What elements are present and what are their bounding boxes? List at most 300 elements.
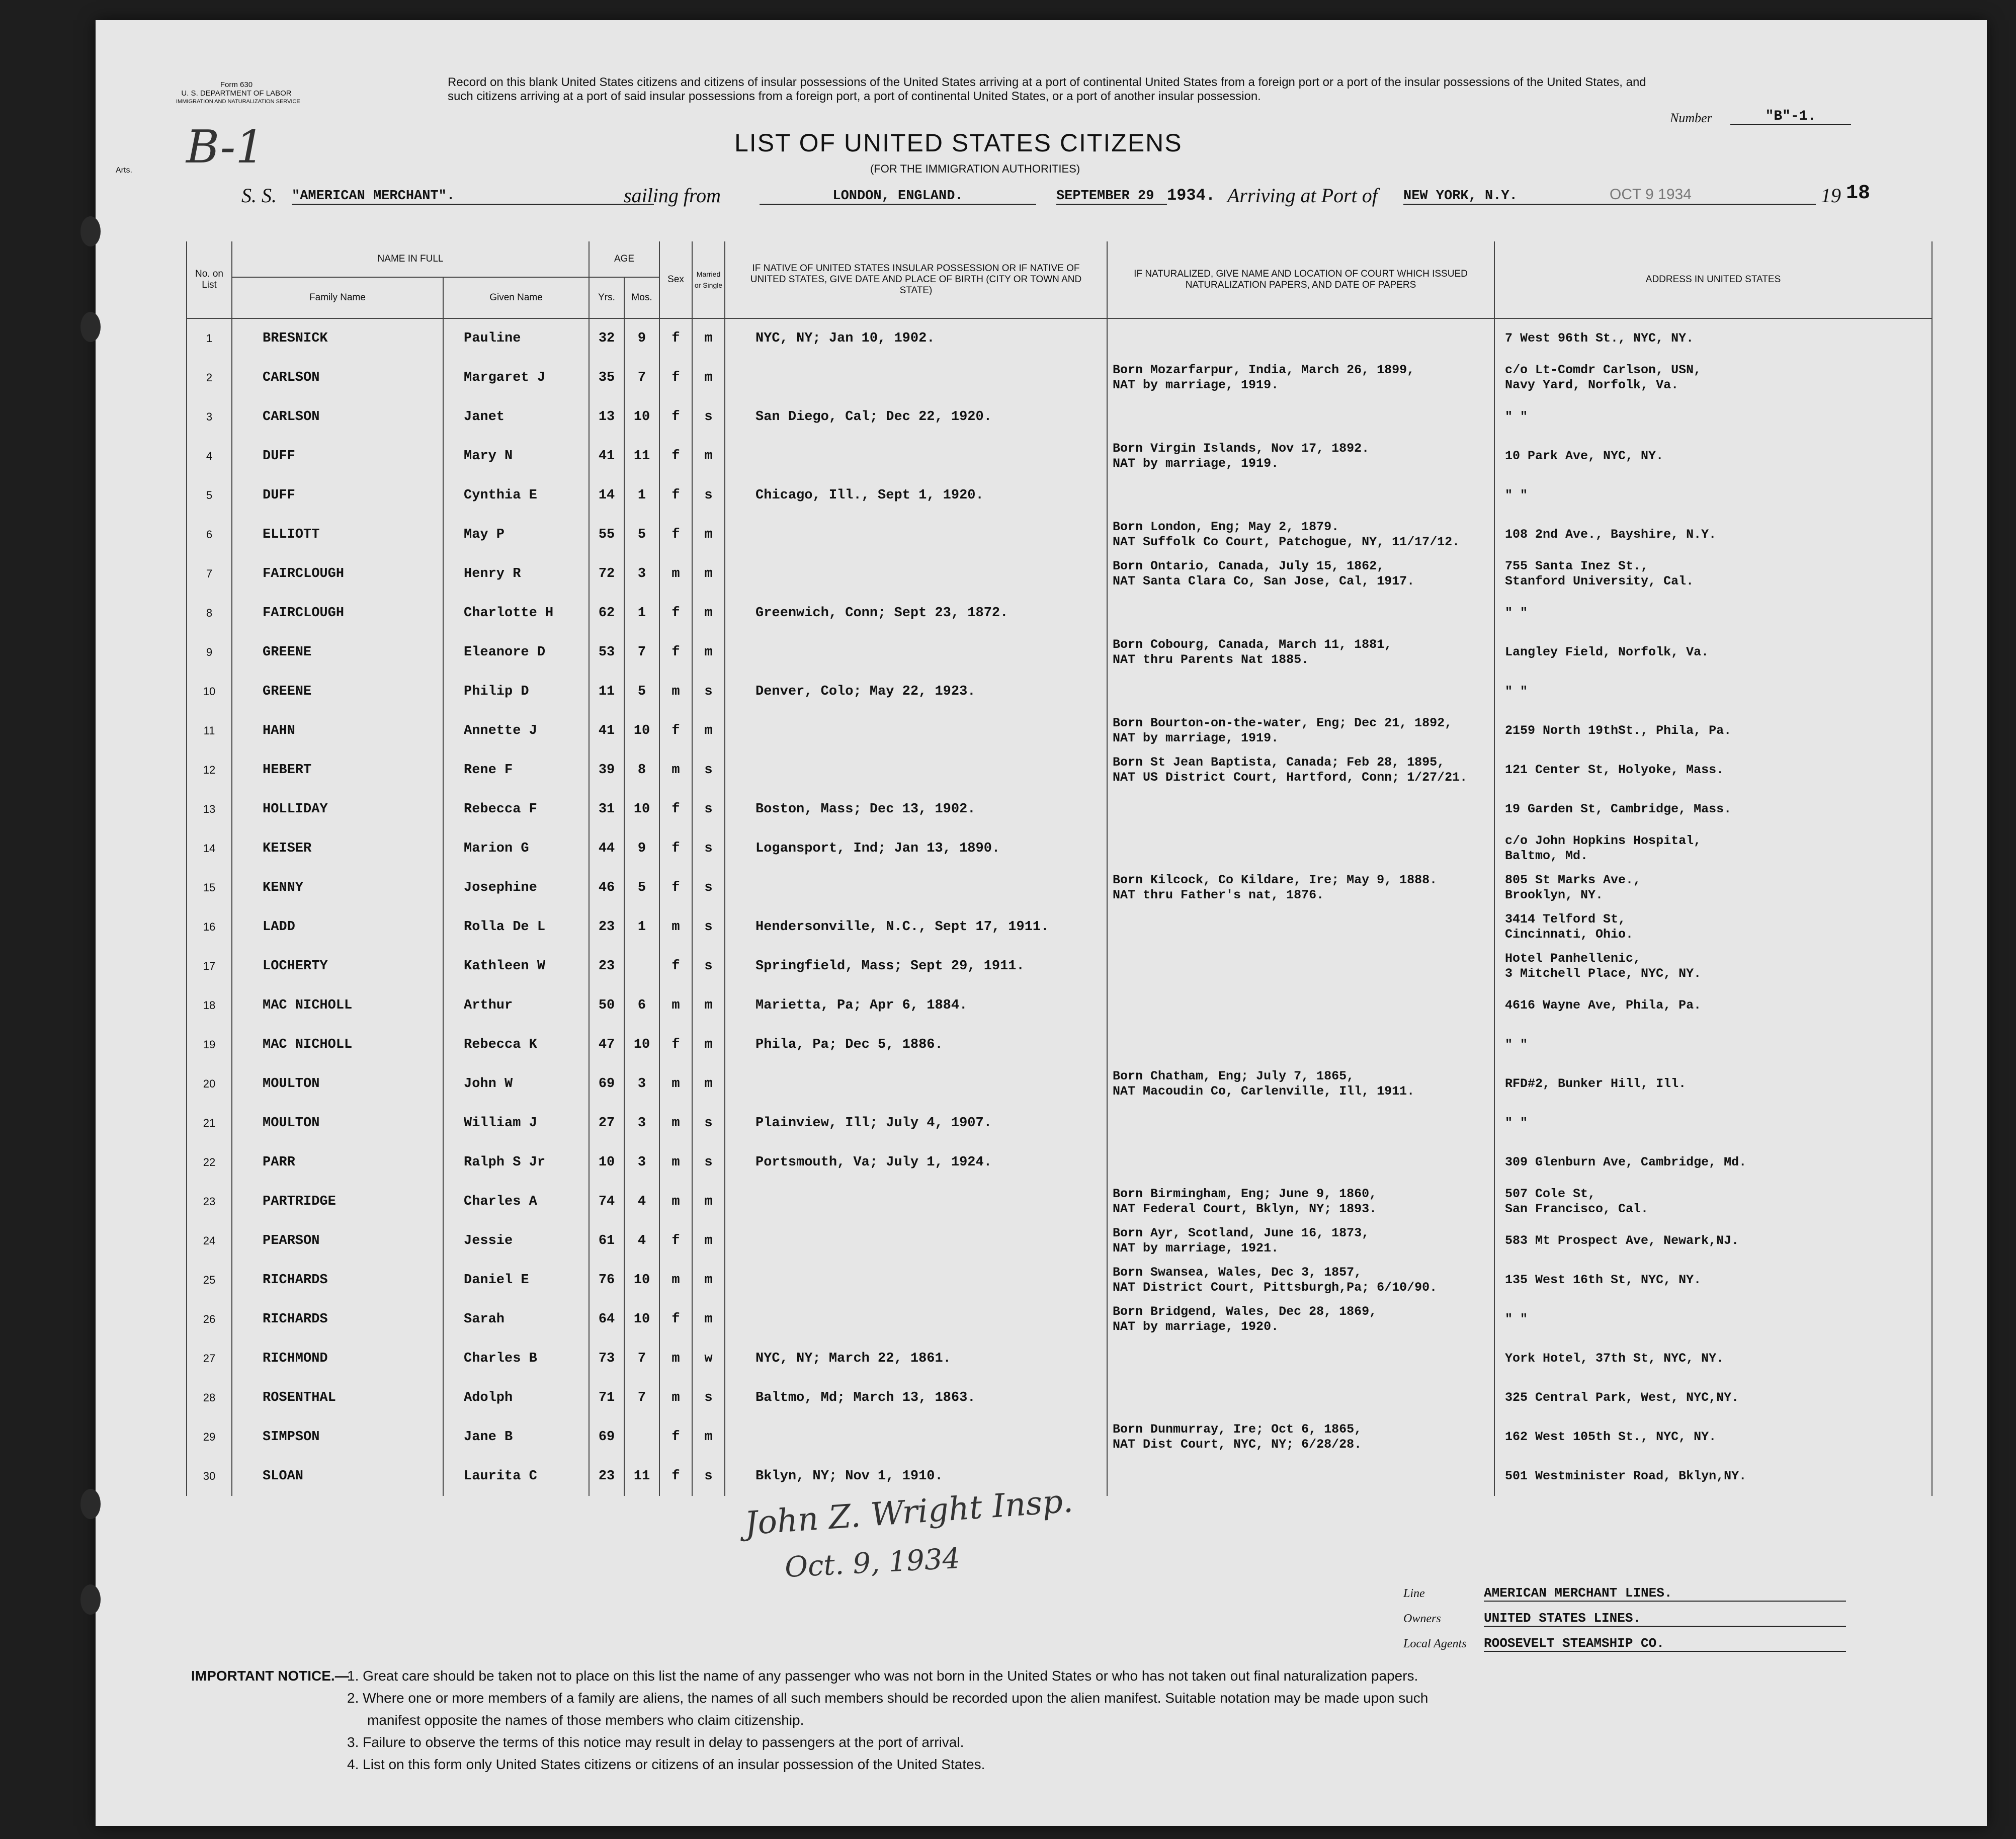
age-years: 69 — [589, 1417, 624, 1457]
family-name: PARTRIDGE — [232, 1182, 443, 1221]
age-months: 8 — [624, 750, 659, 790]
arriving-label: Arriving at Port of — [1227, 184, 1378, 207]
sex: f — [659, 476, 692, 515]
given-name: Pauline — [443, 318, 589, 358]
marital-status: s — [692, 947, 725, 986]
year-suffix: 18 — [1846, 182, 1871, 205]
naturalization-cell — [1107, 633, 1494, 672]
given-name: Mary N — [443, 437, 589, 476]
address-cell — [1494, 318, 1932, 358]
native-birth: Plainview, Ill; July 4, 1907. — [725, 1104, 1107, 1143]
naturalization-line-1: Born Ayr, Scotland, June 16, 1873, — [1113, 1226, 1370, 1240]
given-name: Janet — [443, 397, 589, 437]
given-name: Charles B — [443, 1339, 589, 1378]
sex: f — [659, 397, 692, 437]
table-row — [187, 1104, 1932, 1143]
age-years: 55 — [589, 515, 624, 554]
col-mos: Mos. — [624, 277, 659, 318]
marital-status: m — [692, 711, 725, 750]
table-row — [187, 907, 1932, 947]
address-line-1: 10 Park Ave, NYC, NY. — [1505, 449, 1664, 463]
family-name: RICHARDS — [232, 1300, 443, 1339]
naturalization-cell — [1107, 1457, 1494, 1496]
naturalization-cell — [1107, 986, 1494, 1025]
family-name: PARR — [232, 1143, 443, 1182]
row-number: 9 — [187, 633, 232, 672]
naturalization-cell — [1107, 1143, 1494, 1182]
age-years: 41 — [589, 437, 624, 476]
table-row — [187, 829, 1932, 868]
row-number: 24 — [187, 1221, 232, 1261]
given-name: Eleanore D — [443, 633, 589, 672]
notice-item-4: 4. List on this form only United States citizens or citizens of an insular possession of the United States. — [347, 1757, 985, 1772]
sex: m — [659, 554, 692, 594]
naturalization-cell — [1107, 554, 1494, 594]
family-name: LADD — [232, 907, 443, 947]
marital-status: m — [692, 594, 725, 633]
col-no: No. on List — [187, 241, 232, 318]
marital-status: s — [692, 907, 725, 947]
family-name: KEISER — [232, 829, 443, 868]
naturalization-cell — [1107, 672, 1494, 711]
family-name: DUFF — [232, 437, 443, 476]
age-months: 10 — [624, 790, 659, 829]
native-birth: NYC, NY; Jan 10, 1902. — [725, 318, 1107, 358]
address-cell — [1494, 437, 1932, 476]
family-name: BRESNICK — [232, 318, 443, 358]
family-name: FAIRCLOUGH — [232, 554, 443, 594]
age-months: 1 — [624, 476, 659, 515]
marital-status: m — [692, 554, 725, 594]
line-label: Line — [1403, 1587, 1425, 1600]
sex: f — [659, 829, 692, 868]
row-number: 22 — [187, 1143, 232, 1182]
sex: f — [659, 358, 692, 397]
marital-status: s — [692, 790, 725, 829]
given-name: Rebecca F — [443, 790, 589, 829]
family-name: SIMPSON — [232, 1417, 443, 1457]
binder-hole — [80, 216, 101, 246]
address-line-1: 755 Santa Inez St., — [1505, 559, 1649, 573]
inspector-signature: John Z. Wright Insp. — [743, 1482, 1074, 1543]
address-line-1: " " — [1505, 684, 1528, 699]
naturalization-cell — [1107, 1261, 1494, 1300]
native-birth: San Diego, Cal; Dec 22, 1920. — [725, 397, 1107, 437]
service: IMMIGRATION AND NATURALIZATION SERVICE — [176, 99, 300, 105]
naturalization-cell — [1107, 947, 1494, 986]
family-name: FAIRCLOUGH — [232, 594, 443, 633]
address-line-1: 583 Mt Prospect Ave, Newark,NJ. — [1505, 1233, 1739, 1248]
age-months: 11 — [624, 437, 659, 476]
given-name: Laurita C — [443, 1457, 589, 1496]
naturalization-line-1: Born Chatham, Eng; July 7, 1865, — [1113, 1069, 1355, 1083]
naturalization-line-1: Born St Jean Baptista, Canada; Feb 28, 1895, — [1113, 755, 1445, 770]
address-line-1: " " — [1505, 1312, 1528, 1326]
naturalization-cell — [1107, 397, 1494, 437]
address-cell — [1494, 1143, 1932, 1182]
sex: f — [659, 318, 692, 358]
row-number: 25 — [187, 1261, 232, 1300]
row-number: 30 — [187, 1457, 232, 1496]
naturalization-line-1: Born Birmingham, Eng; June 9, 1860, — [1113, 1187, 1377, 1201]
number-value: "B"-1. — [1730, 109, 1851, 125]
address-line-1: 4616 Wayne Ave, Phila, Pa. — [1505, 998, 1702, 1013]
year-printed: 19 — [1821, 184, 1841, 207]
address-line-1: 135 West 16th St, NYC, NY. — [1505, 1273, 1702, 1287]
naturalization-cell — [1107, 1417, 1494, 1457]
age-months: 3 — [624, 1064, 659, 1104]
table-row — [187, 1143, 1932, 1182]
age-months: 4 — [624, 1221, 659, 1261]
table-row — [187, 476, 1932, 515]
naturalization-line-2: NAT US District Court, Hartford, Conn; 1/27/21. — [1113, 770, 1468, 785]
marital-status: s — [692, 868, 725, 907]
marital-status: m — [692, 1182, 725, 1221]
native-birth — [725, 1221, 1107, 1261]
naturalization-cell — [1107, 790, 1494, 829]
naturalization-cell — [1107, 594, 1494, 633]
naturalization-cell — [1107, 437, 1494, 476]
age-years: 11 — [589, 672, 624, 711]
row-number: 7 — [187, 554, 232, 594]
address-cell — [1494, 829, 1932, 868]
col-age: AGE — [589, 241, 659, 277]
arrival-date-stamp: OCT 9 1934 — [1610, 186, 1692, 203]
table-row — [187, 1221, 1932, 1261]
native-birth: Baltmo, Md; March 13, 1863. — [725, 1378, 1107, 1417]
table-row — [187, 1300, 1932, 1339]
native-birth — [725, 750, 1107, 790]
address-cell — [1494, 711, 1932, 750]
sex: f — [659, 515, 692, 554]
row-number: 21 — [187, 1104, 232, 1143]
native-birth: Denver, Colo; May 22, 1923. — [725, 672, 1107, 711]
marital-status: s — [692, 1378, 725, 1417]
row-number: 23 — [187, 1182, 232, 1221]
table-row — [187, 1339, 1932, 1378]
sex: f — [659, 594, 692, 633]
marital-status: s — [692, 476, 725, 515]
owners-label: Owners — [1403, 1612, 1441, 1625]
table-row — [187, 1064, 1932, 1104]
row-number: 8 — [187, 594, 232, 633]
table-row — [187, 1417, 1932, 1457]
address-cell — [1494, 1261, 1932, 1300]
given-name: Jessie — [443, 1221, 589, 1261]
age-months: 4 — [624, 1182, 659, 1221]
native-birth — [725, 437, 1107, 476]
sex: m — [659, 1104, 692, 1143]
age-years: 53 — [589, 633, 624, 672]
notice-item-1: 1. Great care should be taken not to place on this list the name of any passenger who was not born in the United States or who has not taken out final naturalization papers. — [347, 1668, 1418, 1684]
age-years: 69 — [589, 1064, 624, 1104]
given-name: Philip D — [443, 672, 589, 711]
native-birth: Springfield, Mass; Sept 29, 1911. — [725, 947, 1107, 986]
naturalization-line-1: Born Bridgend, Wales, Dec 28, 1869, — [1113, 1304, 1377, 1319]
family-name: MAC NICHOLL — [232, 986, 443, 1025]
address-line-2: Cincinnati, Ohio. — [1505, 927, 1634, 942]
family-name: GREENE — [232, 633, 443, 672]
age-months: 5 — [624, 515, 659, 554]
marital-status: m — [692, 1300, 725, 1339]
marital-status: m — [692, 318, 725, 358]
age-months: 11 — [624, 1457, 659, 1496]
naturalization-cell — [1107, 907, 1494, 947]
naturalization-line-2: NAT Federal Court, Bklyn, NY; 1893. — [1113, 1202, 1377, 1216]
naturalization-cell — [1107, 750, 1494, 790]
table-row — [187, 711, 1932, 750]
address-line-2: Stanford University, Cal. — [1505, 574, 1694, 589]
age-years: 32 — [589, 318, 624, 358]
age-months: 1 — [624, 907, 659, 947]
age-years: 44 — [589, 829, 624, 868]
family-name: HAHN — [232, 711, 443, 750]
page-subtitle: (FOR THE IMMIGRATION AUTHORITIES) — [870, 162, 1080, 175]
address-cell — [1494, 633, 1932, 672]
age-years: 13 — [589, 397, 624, 437]
native-birth: Chicago, Ill., Sept 1, 1920. — [725, 476, 1107, 515]
marital-status: m — [692, 1064, 725, 1104]
address-cell — [1494, 1182, 1932, 1221]
naturalization-line-2: NAT by marriage, 1919. — [1113, 378, 1279, 392]
marital-status: s — [692, 1457, 725, 1496]
col-given-name: Given Name — [443, 277, 589, 318]
col-naturalized: IF NATURALIZED, GIVE NAME AND LOCATION OF COURT WHICH ISSUED NATURALIZATION PAPERS, AND DATE OF PAPERS — [1107, 241, 1494, 318]
sex: m — [659, 986, 692, 1025]
row-number: 20 — [187, 1064, 232, 1104]
address-cell — [1494, 1378, 1932, 1417]
address-cell — [1494, 1064, 1932, 1104]
naturalization-cell — [1107, 1339, 1494, 1378]
given-name: Kathleen W — [443, 947, 589, 986]
age-years: 64 — [589, 1300, 624, 1339]
binder-hole — [80, 1584, 101, 1615]
marital-status: m — [692, 358, 725, 397]
age-years: 76 — [589, 1261, 624, 1300]
naturalization-line-2: NAT thru Parents Nat 1885. — [1113, 652, 1309, 667]
sex: f — [659, 711, 692, 750]
age-years: 74 — [589, 1182, 624, 1221]
family-name: ELLIOTT — [232, 515, 443, 554]
native-birth: Boston, Mass; Dec 13, 1902. — [725, 790, 1107, 829]
family-name: CARLSON — [232, 358, 443, 397]
age-years: 10 — [589, 1143, 624, 1182]
row-number: 26 — [187, 1300, 232, 1339]
sex: f — [659, 1221, 692, 1261]
row-number: 10 — [187, 672, 232, 711]
table-row — [187, 1378, 1932, 1417]
address-line-1: " " — [1505, 488, 1528, 503]
address-line-1: c/o John Hopkins Hospital, — [1505, 833, 1702, 848]
given-name: John W — [443, 1064, 589, 1104]
sailing-label: sailing from — [624, 184, 721, 207]
given-name: Charles A — [443, 1182, 589, 1221]
col-name-in-full: NAME IN FULL — [232, 241, 589, 277]
age-years: 50 — [589, 986, 624, 1025]
table-row — [187, 1261, 1932, 1300]
address-line-1: 108 2nd Ave., Bayshire, N.Y. — [1505, 527, 1717, 542]
form-block — [176, 80, 300, 106]
notice-item-2: 2. Where one or more members of a family are aliens, the names of all such members should be recorded upon the alien manifest. Suitable notation may be made upon such — [347, 1690, 1429, 1706]
naturalization-cell — [1107, 868, 1494, 907]
sex: f — [659, 868, 692, 907]
age-months: 10 — [624, 397, 659, 437]
family-name: MAC NICHOLL — [232, 1025, 443, 1064]
family-name: DUFF — [232, 476, 443, 515]
age-months: 9 — [624, 318, 659, 358]
age-months: 3 — [624, 554, 659, 594]
address-cell — [1494, 868, 1932, 907]
marital-status: s — [692, 750, 725, 790]
notice-heading: IMPORTANT NOTICE.— — [191, 1668, 349, 1684]
marital-status: m — [692, 437, 725, 476]
binder-hole — [80, 312, 101, 342]
naturalization-cell — [1107, 358, 1494, 397]
naturalization-line-2: NAT by marriage, 1919. — [1113, 731, 1279, 745]
age-months: 7 — [624, 358, 659, 397]
family-name: CARLSON — [232, 397, 443, 437]
age-years: 61 — [589, 1221, 624, 1261]
given-name: Charlotte H — [443, 594, 589, 633]
native-birth — [725, 1261, 1107, 1300]
binder-hole — [80, 1489, 101, 1519]
naturalization-cell — [1107, 1064, 1494, 1104]
marital-status: m — [692, 1261, 725, 1300]
form-number: Form 630 — [220, 80, 253, 89]
address-line-1: 805 St Marks Ave., — [1505, 873, 1641, 887]
age-months: 7 — [624, 633, 659, 672]
native-birth: Phila, Pa; Dec 5, 1886. — [725, 1025, 1107, 1064]
age-years: 27 — [589, 1104, 624, 1143]
address-line-1: RFD#2, Bunker Hill, Ill. — [1505, 1076, 1687, 1091]
address-line-1: 309 Glenburn Ave, Cambridge, Md. — [1505, 1155, 1747, 1169]
naturalization-cell — [1107, 476, 1494, 515]
page-title: LIST OF UNITED STATES CITIZENS — [734, 129, 1183, 157]
naturalization-line-1: Born Kilcock, Co Kildare, Ire; May 9, 1888. — [1113, 873, 1438, 887]
row-number: 2 — [187, 358, 232, 397]
marital-status: s — [692, 1104, 725, 1143]
sex: m — [659, 1143, 692, 1182]
marital-status: s — [692, 829, 725, 868]
age-years: 39 — [589, 750, 624, 790]
address-line-1: 121 Center St, Holyoke, Mass. — [1505, 763, 1724, 777]
age-months: 10 — [624, 1025, 659, 1064]
sex: f — [659, 633, 692, 672]
marital-status: m — [692, 1221, 725, 1261]
age-years: 31 — [589, 790, 624, 829]
row-number: 18 — [187, 986, 232, 1025]
address-cell — [1494, 515, 1932, 554]
col-yrs: Yrs. — [589, 277, 624, 318]
native-birth — [725, 1064, 1107, 1104]
naturalization-cell — [1107, 318, 1494, 358]
address-cell — [1494, 907, 1932, 947]
address-line-1: 501 Westminister Road, Bklyn,NY. — [1505, 1469, 1747, 1483]
address-line-1: " " — [1505, 409, 1528, 424]
naturalization-cell — [1107, 1378, 1494, 1417]
given-name: May P — [443, 515, 589, 554]
native-birth: Bklyn, NY; Nov 1, 1910. — [725, 1457, 1107, 1496]
native-birth: Marietta, Pa; Apr 6, 1884. — [725, 986, 1107, 1025]
ss-label: S. S. — [241, 184, 277, 207]
address-cell — [1494, 947, 1932, 986]
native-birth — [725, 515, 1107, 554]
family-name: SLOAN — [232, 1457, 443, 1496]
family-name: PEARSON — [232, 1221, 443, 1261]
sex: m — [659, 907, 692, 947]
col-native: IF NATIVE OF UNITED STATES INSULAR POSSESSION OR IF NATIVE OF UNITED STATES, GIVE DATE AND PLACE OF BIRTH (CITY OR TOWN AND STATE) — [725, 241, 1107, 318]
table-row — [187, 554, 1932, 594]
given-name: Daniel E — [443, 1261, 589, 1300]
given-name: Henry R — [443, 554, 589, 594]
col-address: ADDRESS IN UNITED STATES — [1494, 241, 1932, 318]
given-name: Rene F — [443, 750, 589, 790]
age-months: 5 — [624, 672, 659, 711]
table-row — [187, 1182, 1932, 1221]
native-birth: Hendersonville, N.C., Sept 17, 1911. — [725, 907, 1107, 947]
age-years: 23 — [589, 907, 624, 947]
given-name: Margaret J — [443, 358, 589, 397]
table-row — [187, 947, 1932, 986]
address-cell — [1494, 397, 1932, 437]
marital-status: s — [692, 397, 725, 437]
address-line-1: 162 West 105th St., NYC, NY. — [1505, 1430, 1717, 1444]
age-months: 9 — [624, 829, 659, 868]
given-name: William J — [443, 1104, 589, 1143]
table-row — [187, 986, 1932, 1025]
age-months: 7 — [624, 1378, 659, 1417]
marital-status: s — [692, 1143, 725, 1182]
address-line-1: 7 West 96th St., NYC, NY. — [1505, 331, 1694, 346]
row-number: 6 — [187, 515, 232, 554]
family-name: RICHMOND — [232, 1339, 443, 1378]
age-years: 62 — [589, 594, 624, 633]
naturalization-line-2: NAT Suffolk Co Court, Patchogue, NY, 11/17/12. — [1113, 535, 1460, 549]
address-cell — [1494, 1339, 1932, 1378]
age-years: 41 — [589, 711, 624, 750]
address-cell — [1494, 1221, 1932, 1261]
native-birth — [725, 1182, 1107, 1221]
signature-date: Oct. 9, 1934 — [784, 1542, 961, 1584]
address-line-1: " " — [1505, 1116, 1528, 1130]
address-line-1: 507 Cole St, — [1505, 1187, 1596, 1201]
age-years: 23 — [589, 947, 624, 986]
sex: f — [659, 790, 692, 829]
table-row — [187, 790, 1932, 829]
port-from: LONDON, ENGLAND. — [760, 189, 1036, 205]
address-cell — [1494, 750, 1932, 790]
port-to: NEW YORK, N.Y. — [1403, 189, 1816, 205]
sex: f — [659, 1457, 692, 1496]
marital-status: w — [692, 1339, 725, 1378]
naturalization-line-1: Born Mozarfarpur, India, March 26, 1899, — [1113, 363, 1415, 377]
ship-name: "AMERICAN MERCHANT". — [292, 189, 654, 205]
department: U. S. DEPARTMENT OF LABOR — [181, 89, 292, 98]
table-row — [187, 868, 1932, 907]
col-married-single: Married or Single — [692, 241, 725, 318]
naturalization-line-2: NAT Dist Court, NYC, NY; 6/28/28. — [1113, 1437, 1362, 1452]
address-line-1: 3414 Telford St, — [1505, 912, 1626, 927]
sail-year: 1934. — [1167, 186, 1216, 205]
family-name: ROSENTHAL — [232, 1378, 443, 1417]
row-number: 15 — [187, 868, 232, 907]
sex: f — [659, 1025, 692, 1064]
age-years: 71 — [589, 1378, 624, 1417]
address-line-2: Brooklyn, NY. — [1505, 888, 1604, 902]
address-line-1: " " — [1505, 1037, 1528, 1052]
naturalization-line-2: NAT Macoudin Co, Carlenville, Ill, 1911. — [1113, 1084, 1415, 1099]
native-birth — [725, 633, 1107, 672]
